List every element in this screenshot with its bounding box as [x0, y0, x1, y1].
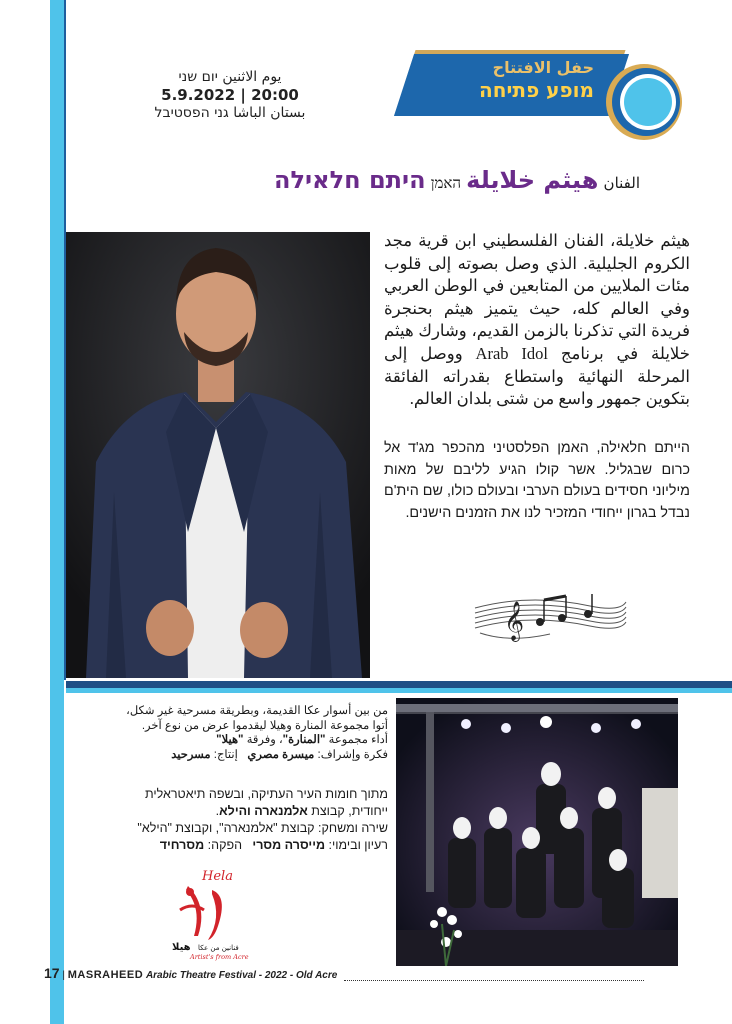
- artist-title: [120, 166, 640, 194]
- artist-bio-hebrew: הייתם חלאילה, האמן הפלסטיני מהכפר מג'ד אל כרום שבגליל. אשר קולו הגיע לליבם של מאות מיליוני חסידים בעולם הערבי ובעולם כולו, שם הית'ם נבדל בגרון ייחודי המזכיר לנו את הזמנים הישנים.: [384, 440, 690, 521]
- hela-logo-script: Hela: [202, 869, 233, 884]
- play-he-prod-label: הפקה:: [207, 838, 242, 852]
- event-venue: بستان الباشا גני הפסטיבל: [154, 105, 306, 121]
- event-day: يوم الاثنين יום שני: [178, 69, 282, 85]
- play-ar-prod-name: مسرحيد: [171, 748, 211, 761]
- section-divider-dark: [66, 681, 732, 688]
- footer-festival: Arabic Theatre Festival - 2022 - Old Acre: [145, 970, 338, 981]
- ribbon-title-arabic: حفل الافتتاح: [492, 58, 594, 77]
- play-ar-idea-label: فكرة وإشراف:: [317, 748, 388, 761]
- event-date-time: 5.9.2022 | 20:00: [161, 86, 299, 104]
- hela-logo: [168, 866, 252, 962]
- play-ar-idea-name: ميسرة مصري: [247, 748, 315, 761]
- left-accent-bar: [50, 0, 64, 1024]
- play-he-line-3: שירה ומשחק: קבוצת "אלמנארה", וקבוצת "הילא": [137, 821, 388, 835]
- play-ar-credits: [66, 748, 388, 763]
- ribbon-circle-core: [624, 78, 672, 126]
- artist-photo: [66, 232, 370, 678]
- ribbon-title-hebrew: מופע פתיחה: [479, 78, 594, 102]
- left-margin: [0, 0, 50, 1024]
- play-ar-line-2: أتوا مجموعة المنارة وهيلا ليقدموا عرض من نوع آخر.: [141, 719, 388, 732]
- play-ar-line-3-pre: أداء مجموعة: [328, 734, 388, 746]
- svg-text:𝄞: 𝄞: [504, 601, 525, 641]
- play-he-credits: [66, 837, 388, 854]
- play-he-prod-name: מסרחיד: [159, 838, 205, 852]
- artist-label-hebrew: האמן: [430, 176, 462, 192]
- hela-logo-name: هيلا: [172, 942, 191, 953]
- footer-divider: |: [62, 970, 65, 981]
- play-ar-line-3: [66, 733, 388, 748]
- hela-logo-tagline-ar: فنانين من عكا: [198, 944, 239, 952]
- play-he-idea-name: מייסרה מסרי: [252, 838, 326, 852]
- ribbon-text: [424, 58, 594, 102]
- play-he-line-2: ייחודית, קבוצת אלמנארה והילא.: [215, 804, 388, 818]
- artist-name-arabic: هيثم خلايلة: [466, 166, 599, 194]
- music-notes-ornament: [470, 588, 630, 646]
- page-number: 17: [44, 965, 60, 981]
- event-info: [150, 68, 310, 122]
- play-ar-line-1: من بين أسوار عكا القديمة، وبطريقة مسرحية غير شكل،: [126, 705, 388, 717]
- hela-logo-tagline-en: Artist's from Acre: [190, 953, 249, 961]
- play-ar-prod-label: إنتاج:: [213, 748, 238, 761]
- artist-name-hebrew: היתם חלאילה: [274, 166, 426, 194]
- play-he-groups: אלמנארה והילא: [219, 804, 308, 818]
- play-ar-group-2: "هيلا": [216, 734, 244, 746]
- play-description-arabic: [66, 704, 388, 762]
- play-he-idea-label: רעיון ובימוי:: [328, 838, 388, 852]
- play-description-hebrew: [66, 786, 388, 854]
- play-he-line-1: מתוך חומות העיר העתיקה, ובשפה תיאטראלית: [145, 787, 388, 801]
- play-ar-line-3-mid: ، وفرقة: [246, 734, 283, 746]
- section-divider-light: [66, 688, 732, 693]
- artist-bio-arabic: هيثم خلايلة، الفنان الفلسطيني ابن قرية مجد الكروم الجليلية. الذي وصل بصوته إلى قلوب مئات الملايين من المتابعين في الوطن العربي وفي العالم كله، حيث يتميز هيثم بحنجرة فريدة التي تذكرنا بالزمن القديم، وشارك هيثم خلايلة في برنامج Arab Idol ووصل إلى المرحلة النهائية واستطاع بقدراته الفائقة بتكوين جمهور واسع من شتى بلدان العالم.: [384, 231, 690, 409]
- footer-brand: MASRAHEED: [67, 969, 144, 981]
- footer-dotted-rule: [344, 970, 644, 981]
- play-ar-group-1: "المنارة": [282, 734, 326, 746]
- play-he-line-2-pre: ייחודית, קבוצת: [311, 804, 388, 818]
- page-footer: [44, 964, 684, 982]
- artist-label-arabic: الفنان: [603, 176, 640, 192]
- stage-performance-photo: [396, 698, 678, 966]
